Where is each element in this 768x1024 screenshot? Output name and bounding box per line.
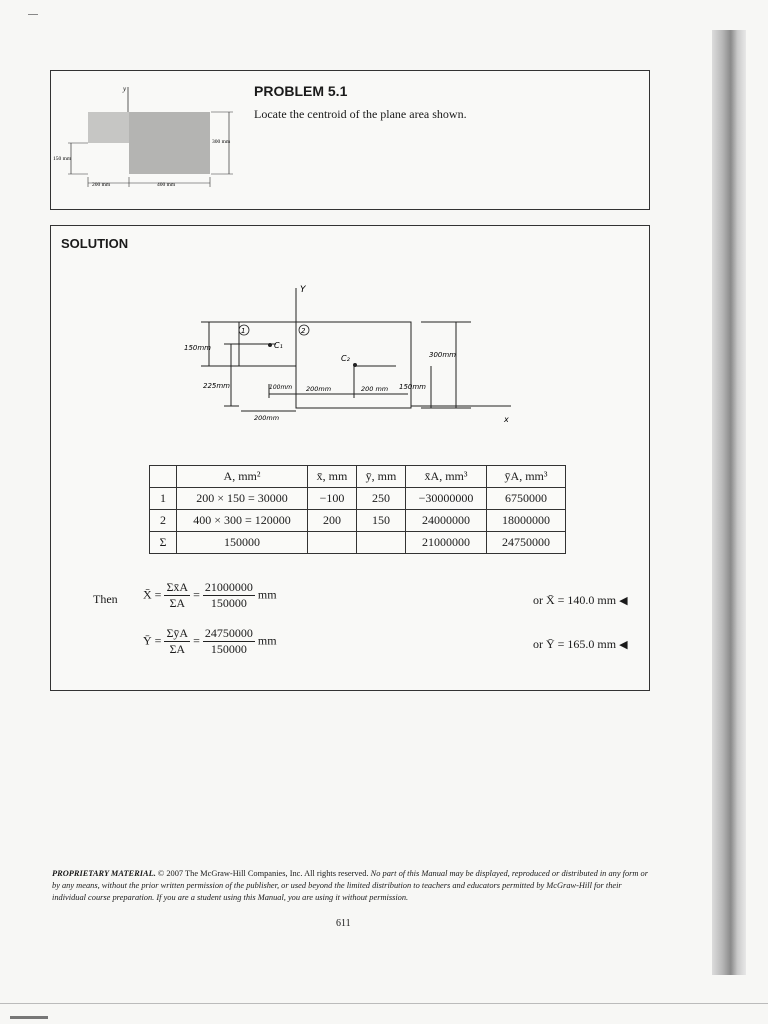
table-row	[150, 488, 566, 510]
table-cell: 21000000	[406, 532, 487, 554]
table-cell: 18000000	[487, 510, 566, 532]
c2-point	[353, 363, 357, 367]
c1-point	[268, 343, 272, 347]
solution-sketch	[51, 226, 647, 436]
x-bar-unit: mm	[257, 587, 277, 602]
y-bar-num-1: ΣȳA	[166, 626, 189, 640]
table-header: x̄, mm	[308, 466, 357, 488]
table-header	[150, 466, 177, 488]
footer-copyright: © 2007 The McGraw-Hill Companies, Inc. All rights reserved.	[157, 869, 369, 878]
table-header: x̄A, mm³	[406, 466, 487, 488]
table-cell: 1	[150, 488, 177, 510]
table-header: ȳ, mm	[357, 466, 406, 488]
table-cell: 150	[357, 510, 406, 532]
table-header: ȳA, mm³	[487, 466, 566, 488]
y-bar-fraction-1	[164, 626, 190, 657]
y-bar-unit: mm	[257, 633, 277, 648]
c2-label: C₂	[341, 354, 350, 363]
table-cell: 24750000	[487, 532, 566, 554]
table-cell: 400 × 300 = 120000	[177, 510, 308, 532]
region-1-label: 1	[241, 327, 246, 335]
y-bar-result	[533, 637, 628, 652]
fig-400mm-label: 400 mm	[157, 182, 176, 188]
c1-label: C₁	[274, 341, 283, 350]
x-bar-fraction-1	[164, 580, 190, 611]
y-bar-equation	[143, 626, 277, 657]
dim-200mm-c: 200mm	[254, 414, 280, 422]
table-cell	[308, 532, 357, 554]
fig-300mm-label: 300 mm	[212, 139, 231, 145]
table-header: A, mm²	[177, 466, 308, 488]
table-cell	[357, 532, 406, 554]
sketch-y-axis-label: Y	[300, 285, 306, 295]
footer-bold-label: PROPRIETARY MATERIAL.	[52, 869, 156, 878]
fig-200mm-label: 200 mm	[92, 182, 111, 188]
answer-marker-icon: ◀	[619, 595, 628, 607]
fig-y-label: y	[123, 85, 127, 93]
table-header-row	[150, 466, 566, 488]
dim-150mm: 150mm	[184, 344, 211, 352]
y-bar-result-text: or Ȳ = 165.0 mm	[533, 637, 617, 651]
x-bar-den-2: 150000	[210, 596, 247, 610]
scan-bottom-edge	[0, 1003, 768, 1004]
x-bar-lhs: X̄ =	[143, 587, 162, 602]
dim-225mm: 225mm	[203, 382, 230, 390]
x-bar-num-2: 21000000	[204, 580, 253, 594]
fig-150mm-label: 150 mm	[53, 156, 72, 162]
table-cell: 6750000	[487, 488, 566, 510]
region-2-label: 2	[301, 327, 306, 335]
problem-figure	[51, 71, 251, 207]
problem-box	[50, 70, 650, 210]
dim-300mm: 300mm	[429, 351, 456, 359]
answer-marker-icon: ◀	[619, 639, 628, 651]
table-cell: 200 × 150 = 30000	[177, 488, 308, 510]
problem-title: PROBLEM 5.1	[254, 83, 348, 99]
y-bar-den-2: 150000	[210, 642, 247, 656]
y-bar-num-2: 24750000	[204, 626, 253, 640]
then-label: Then	[93, 592, 118, 606]
problem-statement: Locate the centroid of the plane area shown.	[254, 107, 467, 121]
x-bar-den-1: ΣA	[169, 596, 186, 610]
x-bar-num-1: Σx̄A	[166, 580, 189, 594]
table-cell: 150000	[177, 532, 308, 554]
x-bar-equation	[143, 580, 277, 611]
scan-mark-bottom	[10, 1016, 48, 1019]
table-cell: −30000000	[406, 488, 487, 510]
dim-200mm-b: 200 mm	[361, 385, 389, 393]
scan-shadow-edge	[712, 30, 746, 975]
dim-200mm-a: 200mm	[306, 385, 332, 393]
y-bar-fraction-2	[203, 626, 255, 657]
table-cell: Σ	[150, 532, 177, 554]
fig-large-rect	[129, 112, 210, 174]
footer-notice: No part of this Manual may be displayed, reproduced or distributed in any form or by any means, without the prior written permission of the publisher, or used beyond the limited distribution to teachers and educators permitted by McGraw-Hill for their individual course preparation. If you are a student using this Manual, you are using it without permission.	[52, 869, 649, 902]
y-bar-den-1: ΣA	[169, 642, 186, 656]
dim-100mm: 100mm	[269, 384, 293, 391]
eq-sign: =	[193, 633, 200, 648]
calculation-table	[149, 465, 566, 554]
x-bar-fraction-2	[203, 580, 255, 611]
dim-150mm-right: 150mm	[399, 383, 426, 391]
x-bar-result	[533, 593, 628, 608]
solution-box	[50, 225, 650, 691]
sketch-x-axis-label: x	[504, 415, 509, 424]
page-number: 611	[336, 918, 351, 929]
scan-mark	[28, 14, 38, 15]
x-bar-result-text: or X̄ = 140.0 mm	[533, 593, 617, 607]
table-cell: −100	[308, 488, 357, 510]
table-cell: 24000000	[406, 510, 487, 532]
y-bar-lhs: Ȳ =	[143, 633, 162, 648]
eq-sign: =	[193, 587, 200, 602]
table-cell: 200	[308, 510, 357, 532]
solution-title: SOLUTION	[61, 236, 129, 251]
table-row	[150, 532, 566, 554]
table-cell: 250	[357, 488, 406, 510]
copyright-footer	[52, 868, 652, 904]
table-cell: 2	[150, 510, 177, 532]
table-row	[150, 510, 566, 532]
fig-small-rect	[88, 112, 129, 143]
